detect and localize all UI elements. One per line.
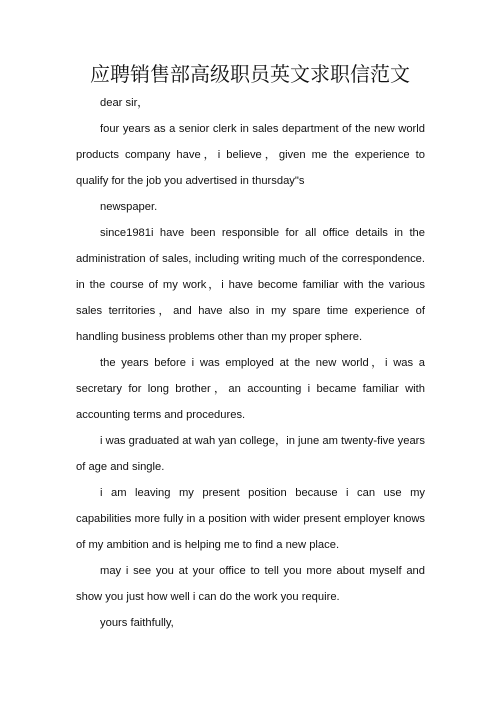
- paragraph-leaving-reason: i am leaving my present position because i can use my capabilities more fully in a position with wider present employer knows of my ambition and is helping me to find a new place.: [76, 487, 425, 551]
- paragraph-responsibilities: since1981i have been responsible for all office details in the administration of sales, including writing much of the correspondence. in the course of my work，i have become familiar with the various sales territories，and have also in my spare time experience of handling business problems other than my proper sphere.: [76, 227, 425, 343]
- letter-body: [76, 90, 425, 636]
- paragraph-experience: four years as a senior clerk in sales department of the new world products company have，i believe，given me the experience to qualify for the job you advertised in thursday"s: [76, 123, 425, 187]
- closing: yours faithfully,: [100, 617, 174, 629]
- paragraph-previous-job: the years before i was employed at the new world，i was a secretary for long brother，an accounting i became familiar with accounting terms and procedures.: [76, 357, 425, 421]
- paragraph-newspaper: newspaper.: [100, 201, 158, 213]
- salutation: dear sir，: [100, 97, 149, 109]
- document-title: 应聘销售部高级职员英文求职信范文: [90, 62, 410, 86]
- paragraph-education: i was graduated at wah yan college，in june am twenty-five years of age and single.: [76, 435, 425, 473]
- paragraph-request-meeting: may i see you at your office to tell you more about myself and show you just how well i can do the work you require.: [76, 565, 425, 603]
